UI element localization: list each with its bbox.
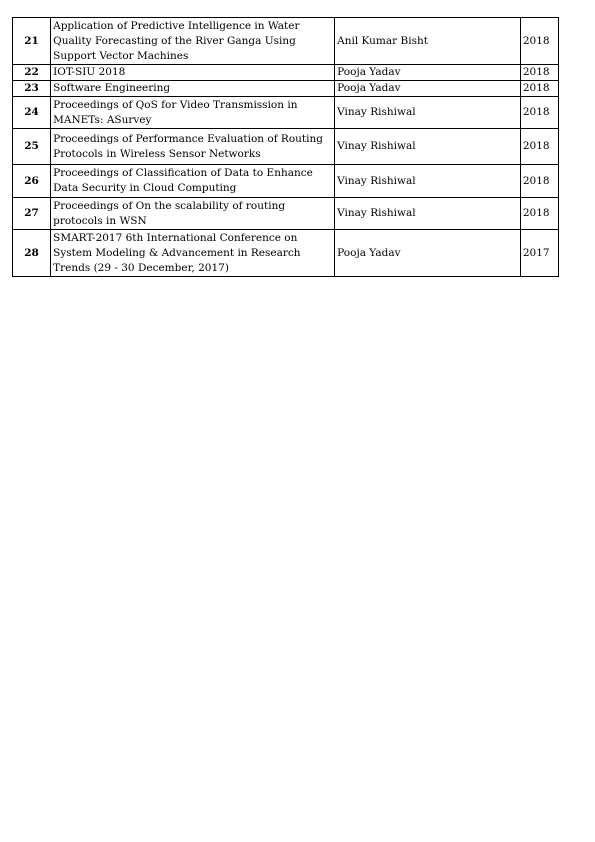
title-cell: Application of Predictive Intelligence in Water Quality Forecasting of the River Ganga Using Support Vector Machines: [51, 18, 335, 65]
person-cell: Vinay Rishiwal: [335, 97, 521, 129]
serial-number-cell: 28: [13, 230, 51, 277]
records-table-body: [13, 18, 559, 277]
person-cell: Vinay Rishiwal: [335, 165, 521, 198]
year-cell: 2018: [520, 198, 558, 230]
serial-number-cell: 24: [13, 97, 51, 129]
serial-number-cell: 21: [13, 18, 51, 65]
table-row: [13, 81, 559, 97]
person-cell: Vinay Rishiwal: [335, 129, 521, 165]
year-cell: 2018: [520, 81, 558, 97]
person-cell: Anil Kumar Bisht: [335, 18, 521, 65]
year-cell: 2018: [520, 165, 558, 198]
year-cell: 2018: [520, 129, 558, 165]
person-cell: Vinay Rishiwal: [335, 198, 521, 230]
year-cell: 2017: [520, 230, 558, 277]
serial-number-cell: 23: [13, 81, 51, 97]
table-row: [13, 165, 559, 198]
records-table: [12, 17, 559, 277]
person-cell: Pooja Yadav: [335, 230, 521, 277]
title-cell: Software Engineering: [51, 81, 335, 97]
year-cell: 2018: [520, 65, 558, 81]
title-cell: Proceedings of On the scalability of routing protocols in WSN: [51, 198, 335, 230]
year-cell: 2018: [520, 97, 558, 129]
table-row: [13, 230, 559, 277]
table-row: [13, 97, 559, 129]
table-row: [13, 18, 559, 65]
table-row: [13, 198, 559, 230]
year-cell: 2018: [520, 18, 558, 65]
table-row: [13, 129, 559, 165]
person-cell: Pooja Yadav: [335, 65, 521, 81]
title-cell: Proceedings of Classification of Data to Enhance Data Security in Cloud Computing: [51, 165, 335, 198]
title-cell: IOT-SIU 2018: [51, 65, 335, 81]
serial-number-cell: 25: [13, 129, 51, 165]
title-cell: Proceedings of Performance Evaluation of Routing Protocols in Wireless Sensor Networks: [51, 129, 335, 165]
title-cell: SMART-2017 6th International Conference on System Modeling & Advancement in Research Trends (29 - 30 December, 2017): [51, 230, 335, 277]
serial-number-cell: 27: [13, 198, 51, 230]
serial-number-cell: 22: [13, 65, 51, 81]
serial-number-cell: 26: [13, 165, 51, 198]
title-cell: Proceedings of QoS for Video Transmission in MANETs: ASurvey: [51, 97, 335, 129]
person-cell: Pooja Yadav: [335, 81, 521, 97]
table-row: [13, 65, 559, 81]
